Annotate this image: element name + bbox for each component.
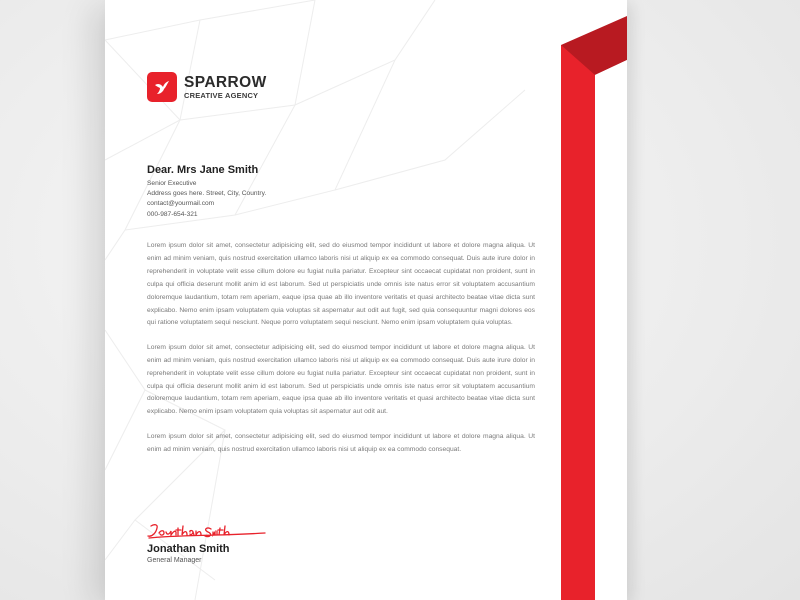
body-paragraph: Lorem ipsum dolor sit amet, consectetur adipisicing elit, sed do eiusmod tempor incididunt ut labore et dolore magna aliqua. Ut enim ad minim veniam, quis nostrud exercitation ullamco laboris nisi ut aliquip ex ea commodo consequat. [147,432,535,453]
company-logo [147,72,267,102]
recipient-salutation: Dear. Mrs Jane Smith [147,164,259,176]
handwritten-signature [145,520,285,542]
brand-tagline: CREATIVE AGENCY [184,91,259,100]
letter-body [147,240,535,468]
signer-block [147,543,230,564]
signer-name: Jonathan Smith [147,543,230,555]
signer-title: General Manager [147,557,202,564]
recipient-address: Address goes here. Street, City, Country. [147,190,267,198]
brand-name: SPARROW [184,73,267,91]
recipient-block [147,164,266,220]
body-paragraph: Lorem ipsum dolor sit amet, consectetur adipisicing elit, sed do eiusmod tempor incididunt ut labore et dolore magna aliqua. Ut enim ad minim veniam, quis nostrud exercitation ullamco laboris nisi ut aliquip ex ea commodo consequat. Duis aute irure dolor in reprehenderit in voluptate velit esse cillum dolore eu fugiat nulla pariatur. Excepteur sint occaecat cupidatat non proident, sunt in culpa qui officia deserunt mollit anim id est laborum. Sed ut perspiciatis unde omnis iste natus error sit voluptatem accusantium doloremque laudantium, totam rem aperiam, eaque ipsa quae ab illo inventore veritatis et quasi architecto beatae vitae dicta sunt explicabo. Nemo enim ipsam voluptatem quia voluptas sit aspernatur aut odit aut. [147,343,535,416]
recipient-title: Senior Executive [147,180,197,187]
letterhead-page [105,0,627,600]
recipient-email: contact@yourmail.com [147,200,215,208]
bird-icon [147,72,177,102]
body-paragraph: Lorem ipsum dolor sit amet, consectetur adipisicing elit, sed do eiusmod tempor incididunt ut labore et dolore magna aliqua. Ut enim ad minim veniam, quis nostrud exercitation ullamco laboris nisi ut aliquip ex ea commodo consequat. Duis aute irure dolor in reprehenderit in voluptate velit esse cillum dolore eu fugiat nulla pariatur. Excepteur sint occaecat cupidatat non proident, sunt in culpa qui officia deserunt mollit anim id est laborum. Sed ut perspiciatis unde omnis iste natus error sit voluptatem accusantium doloremque laudantium, totam rem aperiam, eaque ipsa quae ab illo inventore veritatis et quasi architecto beatae vitae dicta sunt explicabo. Nemo enim ipsam voluptatem quia voluptas sit aspernatur aut odit aut fugit, sed quia consequuntur magni dolores eos qui ratione voluptatem sequi nesciunt. Neque porro voluptatem sequi nesciunt. Nemo enim ipsam voluptatem quia voluptas. [147,242,535,327]
recipient-phone: 000-987-654-321 [147,210,198,218]
